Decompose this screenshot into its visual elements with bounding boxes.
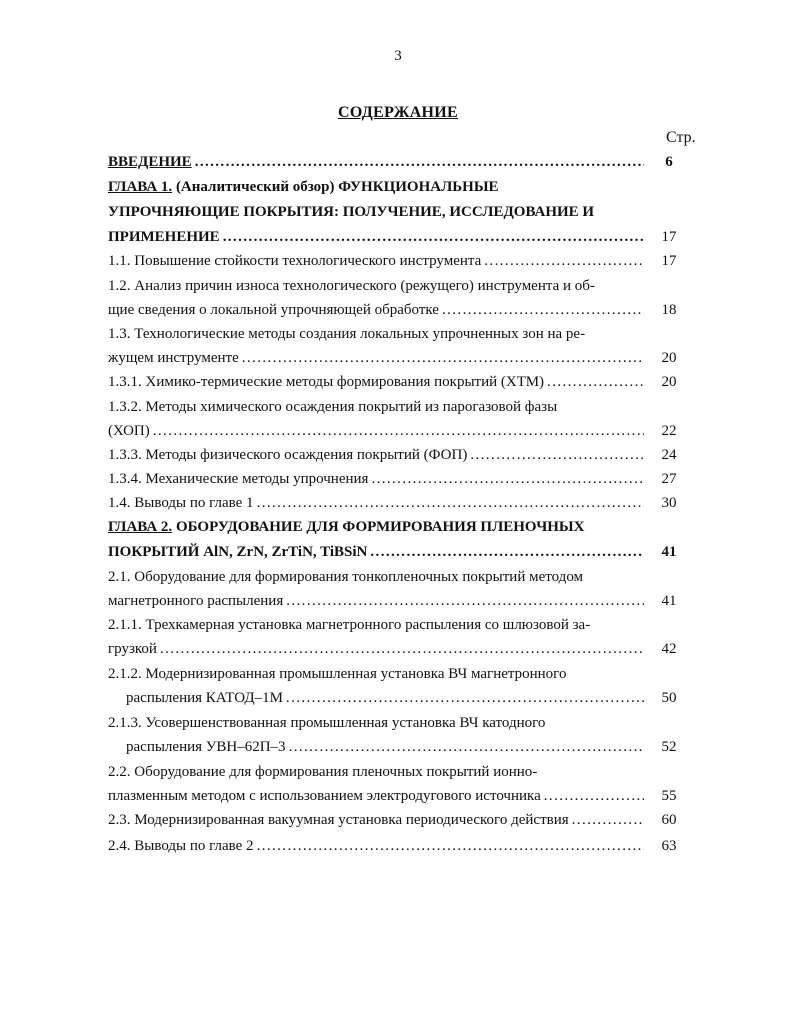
toc-entry-1-3-3 — [108, 443, 684, 467]
toc-entry-1-3-line-1 — [108, 322, 684, 346]
toc-entry-text: ПРИМЕНЕНИЕ — [108, 229, 220, 245]
toc-page-number: 41 — [661, 593, 677, 609]
toc-entry-text: магнетронного распыления — [108, 593, 284, 609]
dot-leader — [257, 491, 644, 515]
dot-leader — [160, 637, 644, 661]
toc-page-number: 60 — [661, 812, 677, 828]
toc-entry-text: (ХОП) — [108, 423, 150, 439]
toc-entry-text: плазменным методом с использованием электродугового источника — [108, 788, 541, 804]
toc-entry-text: щие сведения о локальной упрочняющей обработке — [108, 302, 439, 318]
toc-page-number: 17 — [661, 253, 677, 269]
dot-leader — [547, 370, 644, 394]
toc-page-number: 50 — [661, 690, 677, 706]
toc-entry-1-1 — [108, 249, 684, 273]
toc-entry-text: 2.4. Выводы по главе 2 — [108, 838, 254, 854]
toc-entry-2-1-2-line-2 — [126, 686, 684, 710]
toc-entry-2-1-1-line-1 — [108, 613, 684, 637]
toc-page-number: 22 — [661, 423, 677, 439]
toc-entry-2-1-line-1 — [108, 565, 684, 589]
toc-entry-1-3-4 — [108, 467, 684, 491]
toc-entry-text: распыления КАТОД–1М — [126, 690, 283, 706]
toc-entry-1-3-1 — [108, 370, 684, 394]
toc-entry-introduction — [108, 150, 684, 174]
dot-leader — [289, 735, 644, 759]
toc-page-number: 27 — [661, 471, 677, 487]
toc-entry-1-3-2-line-1 — [108, 395, 684, 419]
toc-entry-2-1-2-line-1 — [108, 662, 684, 686]
toc-entry-1-3-2-line-2 — [108, 419, 684, 443]
dot-leader — [286, 686, 644, 710]
toc-entry-text: 2.2. Оборудование для формирования пленочных покрытий ионно- — [108, 764, 538, 780]
toc-entry-text: 1.2. Анализ причин износа технологического (режущего) инструмента и об- — [108, 278, 595, 294]
toc-entry-1-2-line-2 — [108, 298, 684, 322]
toc-entry-text: распыления УВН–62П–3 — [126, 739, 286, 755]
toc-title: СОДЕРЖАНИЕ — [337, 104, 459, 121]
toc-entry-text: 1.3. Технологические методы создания локальных упрочненных зон на ре- — [108, 326, 586, 342]
toc-page-number: 17 — [661, 229, 677, 245]
toc-entry-2-2-line-2 — [108, 784, 684, 808]
toc-page-number: 42 — [661, 641, 677, 657]
toc-entry-text: 2.1.3. Усовершенствованная промышленная установка ВЧ катодного — [108, 715, 546, 731]
toc-entry-text: ОБОРУДОВАНИЕ ДЛЯ ФОРМИРОВАНИЯ ПЛЕНОЧНЫХ — [172, 519, 585, 535]
toc-entry-2-1-3-line-2 — [126, 735, 684, 759]
toc-entry-text: УПРОЧНЯЮЩИЕ ПОКРЫТИЯ: ПОЛУЧЕНИЕ, ИССЛЕДОВАНИЕ И — [108, 204, 595, 220]
page-column-label: Стр. — [666, 129, 696, 146]
toc-page-number: 55 — [661, 788, 677, 804]
toc-entry-text: 2.3. Модернизированная вакуумная установка периодического действия — [108, 812, 569, 828]
toc-entry-text: 1.3.4. Механические методы упрочнения — [108, 471, 369, 487]
toc-page-number: 41 — [661, 544, 677, 560]
toc-entry-1-3-line-2 — [108, 346, 684, 370]
toc-entry-1-2-line-1 — [108, 274, 684, 298]
toc-page-number: 63 — [661, 838, 677, 854]
dot-leader — [195, 150, 644, 174]
toc-entry-text: жущем инструменте — [108, 350, 239, 366]
dot-leader — [544, 784, 644, 808]
toc-entry-chapter-1-line-2 — [108, 200, 684, 224]
toc-entry-text: 2.1. Оборудование для формирования тонкопленочных покрытий методом — [108, 569, 584, 585]
dot-leader — [153, 419, 644, 443]
toc-entry-text: ВВЕДЕНИЕ — [108, 154, 192, 170]
toc-entry-chapter-1-line-3 — [108, 225, 684, 249]
dot-leader — [223, 225, 644, 249]
dot-leader — [370, 540, 644, 564]
toc-entry-text: 2.1.1. Трехкамерная установка магнетронного распыления со шлюзовой за- — [108, 617, 591, 633]
dot-leader — [371, 467, 644, 491]
toc-page-number: 20 — [661, 374, 677, 390]
toc-entry-2-1-3-line-1 — [108, 711, 684, 735]
toc-entry-text: 1.3.2. Методы химического осаждения покрытий из парогазовой фазы — [108, 399, 558, 415]
toc-entry-1-4 — [108, 491, 684, 515]
toc-page-number: 6 — [665, 154, 673, 170]
toc-page-number: 20 — [661, 350, 677, 366]
toc-page-number: 24 — [661, 447, 677, 463]
toc-entry-chapter-1-line-1 — [108, 175, 684, 199]
toc-entry-2-2-line-1 — [108, 760, 684, 784]
toc-entry-text: 2.1.2. Модернизированная промышленная установка ВЧ магнетронного — [108, 666, 567, 682]
toc-entry-text: (Аналитический обзор) ФУНКЦИОНАЛЬНЫЕ — [172, 179, 499, 195]
dot-leader — [257, 834, 644, 858]
chapter-prefix: ГЛАВА 2. — [108, 519, 173, 535]
page-number: 3 — [394, 48, 402, 64]
toc-entry-text: 1.3.3. Методы физического осаждения покрытий (ФОП) — [108, 447, 468, 463]
dot-leader — [470, 443, 644, 467]
toc-entry-text: грузкой — [108, 641, 157, 657]
toc-page-number: 52 — [661, 739, 677, 755]
toc-entry-2-4 — [108, 834, 684, 858]
toc-page-number: 18 — [661, 302, 677, 318]
dot-leader — [286, 589, 644, 613]
toc-entry-chapter-2-line-2 — [108, 540, 684, 564]
toc-entry-2-1-1-line-2 — [108, 637, 684, 661]
dot-leader — [572, 808, 644, 832]
toc-entry-chapter-2-line-1 — [108, 515, 684, 539]
dot-leader — [484, 249, 644, 273]
toc-entry-2-3 — [108, 808, 684, 832]
dot-leader — [442, 298, 644, 322]
toc-entry-text: 1.3.1. Химико-термические методы формирования покрытий (ХТМ) — [108, 374, 545, 390]
toc-page-number: 30 — [661, 495, 677, 511]
toc-entry-text: 1.4. Выводы по главе 1 — [108, 495, 254, 511]
dot-leader — [242, 346, 644, 370]
toc-entry-text: ПОКРЫТИЙ AlN, ZrN, ZrTiN, TiBSiN — [108, 544, 368, 560]
toc-entry-2-1-line-2 — [108, 589, 684, 613]
toc-entry-text: 1.1. Повышение стойкости технологического инструмента — [108, 253, 482, 269]
chapter-prefix: ГЛАВА 1. — [108, 179, 173, 195]
